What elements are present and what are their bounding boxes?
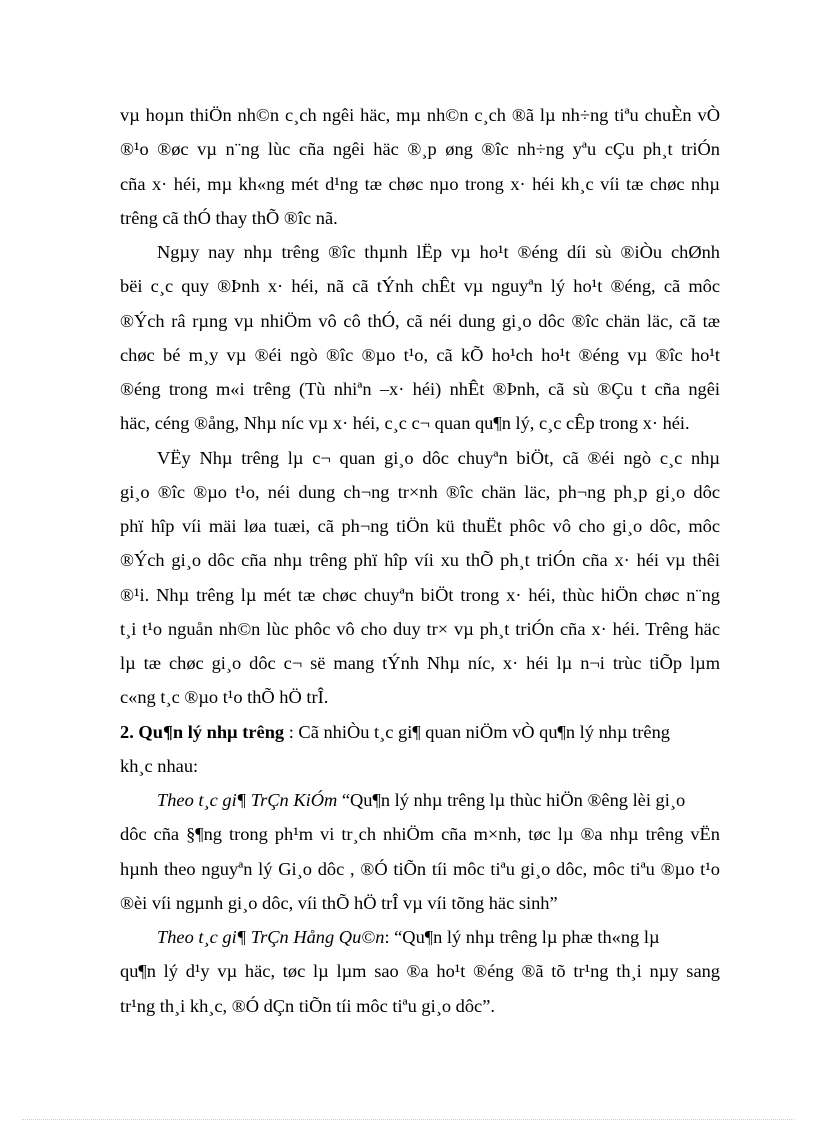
paragraph-line: Ngµy nay nhµ trêng ®îc thµnh lËp vµ ho¹t ®éng díi sù ®iÒu chØnh — [157, 242, 720, 262]
paragraph-line: gi¸o ®îc ®µo t¹o, néi dung ch¬ng tr×nh ®îc chän läc, ph¬ng ph¸p gi¸o dôc — [120, 482, 720, 502]
paragraph-line: phï hîp víi mäi løa tuæi, cã ph¬ng tiÖn kü thuËt phôc vô cho gi¸o dôc, môc — [120, 516, 720, 536]
quote-line — [157, 925, 720, 949]
paragraph-line: t¸i t¹o nguån nh©n lùc phôc vô cho duy tr× vµ ph¸t triÓn cña x· héi. Trêng häc — [120, 619, 720, 639]
paragraph-line: lµ tæ chøc gi¸o dôc c¬ së mang tÝnh Nhµ níc, x· héi lµ n¬i trùc tiÕp lµm — [120, 653, 720, 673]
paragraph-line: VËy Nhµ trêng lµ c¬ quan gi¸o dôc chuyªn biÖt, cã ®éi ngò c¸c nhµ — [157, 448, 720, 468]
quote-line: tr¹ng th¸i kh¸c, ®Ó dÇn tiÕn tíi môc tiªu gi¸o dôc”. — [120, 996, 495, 1016]
paragraph-line: häc, céng ®ång, Nhµ níc vµ x· héi, c¸c c¬ quan qu¶n lý, c¸c cÊp trong x· héi. — [120, 413, 690, 433]
paragraph-line: vµ hoµn thiÖn nh©n c¸ch ngêi häc, mµ nh©n c¸ch ®ã lµ nh÷ng tiªu chuÈn vÒ — [120, 105, 720, 125]
paragraph-line: kh¸c nhau: — [120, 756, 199, 776]
quote-author: Theo t¸c gi¶ TrÇn Hång Qu©n — [157, 927, 385, 947]
paragraph-line: ®Ých gi¸o dôc cña nhµ trêng phï hîp víi xu thÕ ph¸t triÓn cña x· héi vµ thêi — [120, 550, 720, 570]
section-heading — [120, 720, 720, 744]
paragraph-line: ®¹o ®øc vµ n¨ng lùc cña ngêi häc ®¸p øng ®îc nh÷ng yªu cÇu ph¸t triÓn — [120, 139, 720, 159]
paragraph-line: cña x· héi, mµ kh«ng mét d¹ng tæ chøc nµo trong x· héi kh¸c víi tæ chøc nhµ — [120, 174, 720, 194]
paragraph-line: bëi c¸c quy ®Þnh x· héi, nã cã tÝnh chÊt vµ nguyªn lý ho¹t ®éng, cã môc — [120, 276, 720, 296]
section-number: 2. — [120, 722, 134, 742]
quote-line — [157, 788, 720, 812]
section-title: Qu¶n lý nhµ trêng — [138, 722, 285, 742]
quote-line: hµnh theo nguyªn lý Gi¸o dôc , ®Ó tiÕn tíi môc tiªu gi¸o dôc, môc tiªu ®µo t¹o — [120, 859, 720, 879]
paragraph-line: chøc bé m¸y vµ ®éi ngò ®îc ®µo t¹o, cã kÕ ho¹ch ho¹t ®éng vµ ®îc ho¹t — [120, 345, 720, 365]
paragraph-line: ®éng trong m«i trêng (Tù nhiªn –x· héi) nhÊt ®Þnh, cã sù ®Çu t cña ngêi — [120, 379, 720, 399]
section-intro: : Cã nhiÒu t¸c gi¶ quan niÖm vÒ qu¶n lý nhµ trêng — [284, 722, 670, 742]
quote-text: “Qu¶n lý nhµ trêng lµ thùc hiÖn ®êng lèi gi¸o — [337, 790, 686, 810]
paragraph-line: c«ng t¸c ®µo t¹o thÕ hÖ trÎ. — [120, 687, 329, 707]
quote-text: : “Qu¶n lý nhµ trêng lµ phæ th«ng lµ — [384, 927, 660, 947]
paragraph-line: ®Ých râ rµng vµ nhiÖm vô cô thÓ, cã néi dung gi¸o dôc ®îc chän läc, cã tæ — [120, 311, 720, 331]
page-bottom-rule — [22, 1119, 794, 1120]
quote-line: dôc cña §¶ng trong ph¹m vi tr¸ch nhiÖm cña m×nh, tøc lµ ®a nhµ trêng vËn — [120, 824, 720, 844]
quote-author: Theo t¸c gi¶ TrÇn KiÓm — [157, 790, 338, 810]
paragraph-line: ®¹i. Nhµ trêng lµ mét tæ chøc chuyªn biÖt trong x· héi, thùc hiÖn chøc n¨ng — [120, 585, 720, 605]
paragraph-line: trêng cã thÓ thay thÕ ®îc nã. — [120, 208, 338, 228]
quote-line: ®èi víi ngµnh gi¸o dôc, víi thÕ hÖ trÎ vµ víi tõng häc sinh” — [120, 893, 558, 913]
quote-line: qu¶n lý d¹y vµ häc, tøc lµ lµm sao ®a ho¹t ®éng ®ã tõ tr¹ng th¸i nµy sang — [120, 961, 720, 981]
